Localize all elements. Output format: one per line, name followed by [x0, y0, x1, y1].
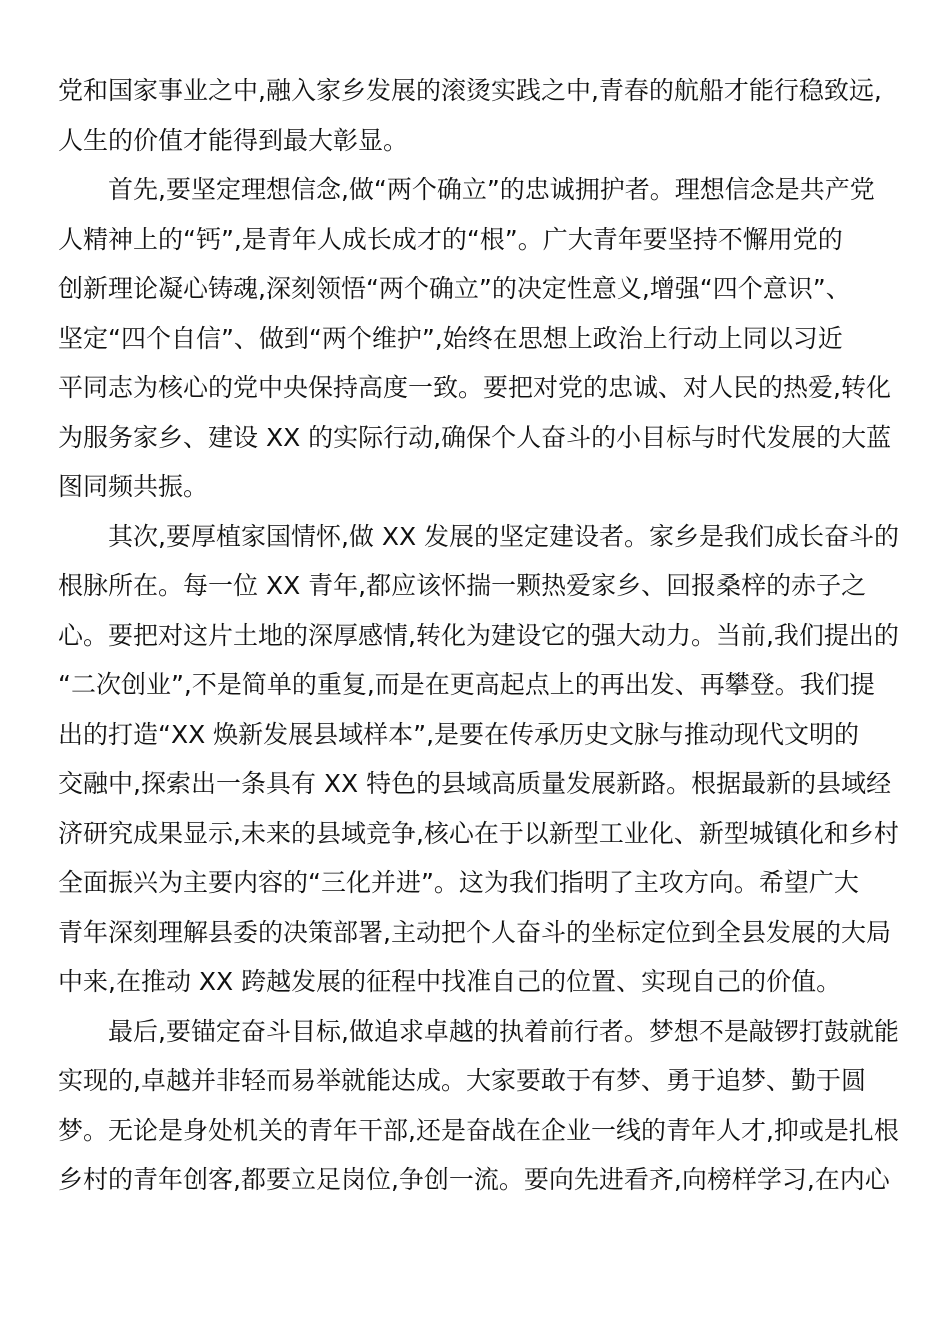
body-text — [58, 66, 898, 1205]
text-line: 其次,要厚植家国情怀,做 XX 发展的坚定建设者。家乡是我们成长奋斗的 — [58, 521, 900, 551]
text-line: 乡村的青年创客,都要立足岗位,争创一流。要向先进看齐,向榜样学习,在内心 — [58, 1165, 890, 1194]
text-line: 党和国家事业之中,融入家乡发展的滚烫实践之中,青春的航船才能行稳致远, — [58, 76, 882, 105]
text-line: 为服务家乡、建设 XX 的实际行动,确保个人奋斗的小目标与时代发展的大蓝 — [58, 422, 892, 452]
text-line: 坚定“四个自信”、做到“两个维护”,始终在思想上政治上行动上同以习近 — [58, 323, 843, 353]
text-line: 人精神上的“钙”,是青年人成长成才的“根”。广大青年要坚持不懈用党的 — [58, 224, 843, 254]
text-line: 创新理论凝心铸魂,深刻领悟“两个确立”的决定性意义,增强“四个意识”、 — [58, 274, 851, 303]
text-line: 实现的,卓越并非轻而易举就能达成。大家要敢于有梦、勇于追梦、勤于圆 — [58, 1066, 866, 1095]
text-line: 最后,要锚定奋斗目标,做追求卓越的执着前行者。梦想不是敲锣打鼓就能 — [58, 1016, 899, 1046]
text-line: 青年深刻理解县委的决策部署,主动把个人奋斗的坐标定位到全县发展的大局 — [58, 917, 891, 947]
text-line: 人生的价值才能得到最大彰显。 — [58, 125, 409, 155]
text-line: 平同志为核心的党中央保持高度一致。要把对党的忠诚、对人民的热爱,转化 — [58, 373, 891, 402]
text-line: 梦。无论是身处机关的青年干部,还是奋战在企业一线的青年人才,抑或是扎根 — [58, 1115, 899, 1145]
text-line: 全面振兴为主要内容的“三化并进”。这为我们指明了主攻方向。希望广大 — [58, 868, 859, 897]
text-line: 图同频共振。 — [58, 472, 209, 501]
text-line: 首先,要坚定理想信念,做“两个确立”的忠诚拥护者。理想信念是共产党 — [58, 175, 875, 204]
text-line: 出的打造“XX 焕新发展县域样本”,是要在传承历史文脉与推动现代文明的 — [58, 719, 860, 749]
text-line: 中来,在推动 XX 跨越发展的征程中找准自己的位置、实现自己的价值。 — [58, 967, 842, 996]
text-line: 心。要把对这片土地的深厚感情,转化为建设它的强大动力。当前,我们提出的 — [58, 620, 899, 650]
text-line: “二次创业”,不是简单的重复,而是在更高起点上的再出发、再攀登。我们提 — [58, 670, 875, 699]
text-line: 济研究成果显示,未来的县域竞争,核心在于以新型工业化、新型城镇化和乡村 — [58, 818, 899, 848]
text-line: 交融中,探索出一条具有 XX 特色的县域高质量发展新路。根据最新的县域经 — [58, 769, 892, 798]
text-line: 根脉所在。每一位 XX 青年,都应该怀揣一颗热爱家乡、回报桑梓的赤子之 — [58, 571, 867, 600]
